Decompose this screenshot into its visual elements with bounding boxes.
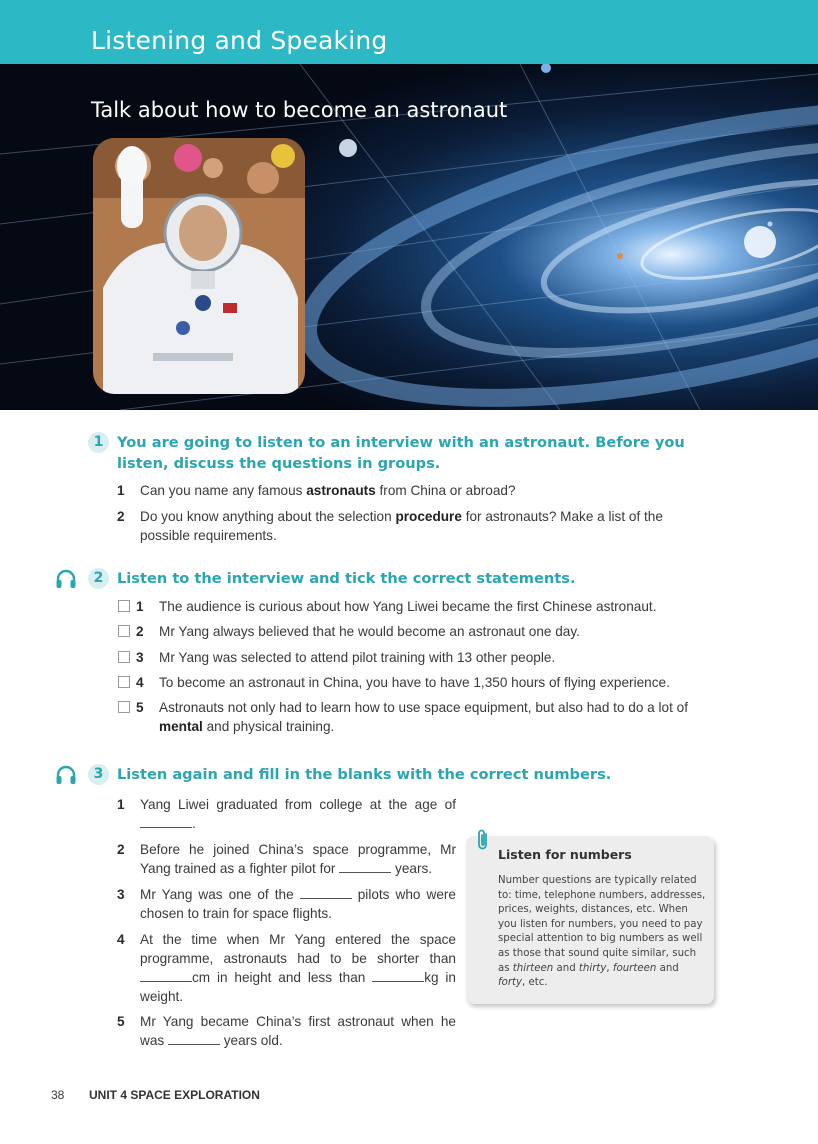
vocab-word: procedure — [395, 509, 462, 524]
paperclip-icon — [474, 828, 492, 852]
lesson-subtitle: Talk about how to become an astronaut — [91, 98, 508, 122]
answer-blank[interactable] — [339, 860, 391, 873]
headphones-icon[interactable] — [55, 765, 77, 785]
activity-instruction: Listen again and fill in the blanks with the correct numbers. — [117, 766, 612, 783]
activity-number: 1 — [88, 432, 109, 453]
vocab-word: astronauts — [306, 483, 376, 498]
answer-blank[interactable] — [168, 1032, 220, 1045]
tips-body: Number questions are typically related to: time, telephone numbers, addresses, prices, weights, distances, etc. When you listen for numbers, you need to pay special attention to big numbers as well as those that sound quite similar, such as thirteen and thirty, fourteen and forty, etc. — [498, 875, 706, 989]
answer-blank[interactable] — [140, 969, 192, 982]
tick-checkbox[interactable] — [118, 651, 130, 663]
unit-title: UNIT 4 SPACE EXPLORATION — [89, 1088, 260, 1102]
tips-title: Listen for numbers — [498, 847, 632, 862]
headphones-icon[interactable] — [55, 569, 77, 589]
activity-instruction: Listen to the interview and tick the correct statements. — [117, 570, 576, 587]
tips-box — [466, 836, 714, 1004]
activity-instruction: You are going to listen to an interview with an astronaut. Before you listen, discuss the questions in groups. — [117, 434, 685, 472]
activity-number: 3 — [88, 764, 109, 785]
section-title: Listening and Speaking — [91, 26, 388, 55]
answer-blank[interactable] — [372, 969, 424, 982]
vocab-word: mental — [159, 719, 203, 734]
page-number: 38 — [51, 1088, 65, 1102]
tick-checkbox[interactable] — [118, 600, 130, 612]
answer-blank[interactable] — [140, 815, 192, 828]
astronaut-photo — [93, 138, 305, 394]
answer-blank[interactable] — [300, 886, 352, 899]
tick-checkbox[interactable] — [118, 701, 130, 713]
space-banner — [0, 64, 818, 410]
tick-checkbox[interactable] — [118, 625, 130, 637]
activity-number: 2 — [88, 568, 109, 589]
tick-checkbox[interactable] — [118, 676, 130, 688]
